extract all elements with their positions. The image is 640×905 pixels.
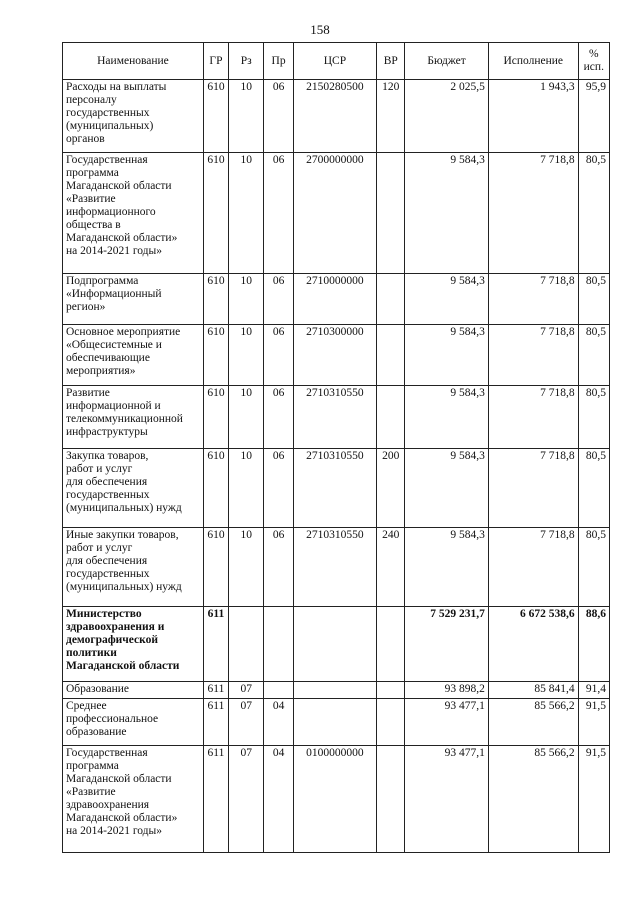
cell-gr: 610 [203,325,228,386]
table-row [63,607,610,682]
cell-gr: 611 [203,699,228,746]
header-execution: Исполнение [488,43,578,80]
cell-gr: 610 [203,274,228,325]
cell-pr [264,682,293,699]
cell-percent: 91,4 [578,682,609,699]
cell-name: Государственная программа Магаданской области «Развитие информационного общества в Магаданской области» на 2014-2021 годы» [63,153,204,274]
cell-vr [377,746,405,853]
cell-name: Среднее профессиональное образование [63,699,204,746]
cell-budget: 93 477,1 [405,746,489,853]
cell-csr [293,682,377,699]
cell-budget: 93 898,2 [405,682,489,699]
table-row [63,699,610,746]
budget-table [62,42,610,853]
cell-name: Министерство здравоохранения и демографической политики Магаданской области [63,607,204,682]
cell-gr: 610 [203,528,228,607]
cell-pr: 04 [264,699,293,746]
table-row [63,682,610,699]
cell-vr: 200 [377,449,405,528]
cell-rz: 10 [228,449,263,528]
header-name: Наименование [63,43,204,80]
cell-name: Развитие информационной и телекоммуникационной инфраструктуры [63,386,204,449]
cell-rz: 10 [228,386,263,449]
cell-csr [293,607,377,682]
cell-csr: 0100000000 [293,746,377,853]
cell-budget: 9 584,3 [405,386,489,449]
table-row [63,153,610,274]
header-pr: Пр [264,43,293,80]
table-row [63,449,610,528]
cell-percent: 95,9 [578,80,609,153]
cell-pr: 04 [264,746,293,853]
table-row [63,80,610,153]
header-rz: Рз [228,43,263,80]
header-budget: Бюджет [405,43,489,80]
cell-budget: 9 584,3 [405,274,489,325]
cell-gr: 611 [203,746,228,853]
cell-execution: 6 672 538,6 [488,607,578,682]
cell-gr: 611 [203,682,228,699]
cell-vr [377,274,405,325]
cell-percent: 80,5 [578,153,609,274]
cell-pr [264,607,293,682]
cell-name: Расходы на выплаты персоналу государственных (муниципальных) органов [63,80,204,153]
cell-execution: 7 718,8 [488,325,578,386]
cell-csr: 2710310550 [293,528,377,607]
cell-gr: 610 [203,449,228,528]
cell-execution: 7 718,8 [488,153,578,274]
cell-budget: 9 584,3 [405,449,489,528]
cell-name: Подпрограмма «Информационный регион» [63,274,204,325]
cell-rz: 10 [228,528,263,607]
cell-name: Государственная программа Магаданской области «Развитие здравоохранения Магаданской области» на 2014-2021 годы» [63,746,204,853]
cell-vr: 120 [377,80,405,153]
cell-rz: 07 [228,746,263,853]
cell-csr: 2700000000 [293,153,377,274]
cell-csr: 2150280500 [293,80,377,153]
cell-percent: 80,5 [578,528,609,607]
table-row [63,274,610,325]
cell-rz: 10 [228,153,263,274]
cell-percent: 88,6 [578,607,609,682]
cell-vr [377,386,405,449]
cell-name: Закупка товаров, работ и услуг для обеспечения государственных (муниципальных) нужд [63,449,204,528]
table-header-row [63,43,610,80]
cell-vr [377,682,405,699]
cell-budget: 9 584,3 [405,325,489,386]
table-row [63,386,610,449]
page-number: 158 [310,22,330,37]
cell-budget: 9 584,3 [405,153,489,274]
cell-pr: 06 [264,325,293,386]
cell-budget: 7 529 231,7 [405,607,489,682]
cell-percent: 80,5 [578,274,609,325]
cell-execution: 1 943,3 [488,80,578,153]
cell-csr: 2710310550 [293,449,377,528]
cell-name: Основное мероприятие «Общесистемные и обеспечивающие мероприятия» [63,325,204,386]
cell-percent: 91,5 [578,699,609,746]
header-percent: % исп. [578,43,609,80]
header-csr: ЦСР [293,43,377,80]
cell-vr [377,325,405,386]
cell-percent: 80,5 [578,449,609,528]
cell-csr [293,699,377,746]
cell-rz: 07 [228,682,263,699]
cell-execution: 85 566,2 [488,699,578,746]
cell-percent: 91,5 [578,746,609,853]
cell-vr [377,153,405,274]
cell-csr: 2710000000 [293,274,377,325]
cell-budget: 2 025,5 [405,80,489,153]
cell-gr: 611 [203,607,228,682]
cell-execution: 7 718,8 [488,449,578,528]
cell-percent: 80,5 [578,386,609,449]
cell-budget: 9 584,3 [405,528,489,607]
table-row [63,528,610,607]
cell-rz: 07 [228,699,263,746]
cell-name: Образование [63,682,204,699]
cell-budget: 93 477,1 [405,699,489,746]
cell-name: Иные закупки товаров, работ и услуг для обеспечения государственных (муниципальных) нужд [63,528,204,607]
cell-csr: 2710310550 [293,386,377,449]
cell-rz: 10 [228,80,263,153]
cell-gr: 610 [203,386,228,449]
cell-rz: 10 [228,325,263,386]
cell-execution: 7 718,8 [488,386,578,449]
cell-pr: 06 [264,386,293,449]
cell-vr [377,699,405,746]
table-body [63,80,610,853]
cell-execution: 7 718,8 [488,528,578,607]
cell-pr: 06 [264,274,293,325]
table-row [63,325,610,386]
header-gr: ГР [203,43,228,80]
cell-execution: 7 718,8 [488,274,578,325]
header-vr: ВР [377,43,405,80]
table-row [63,746,610,853]
cell-csr: 2710300000 [293,325,377,386]
cell-gr: 610 [203,80,228,153]
cell-pr: 06 [264,528,293,607]
cell-percent: 80,5 [578,325,609,386]
cell-execution: 85 566,2 [488,746,578,853]
cell-execution: 85 841,4 [488,682,578,699]
cell-vr [377,607,405,682]
cell-gr: 610 [203,153,228,274]
cell-pr: 06 [264,449,293,528]
cell-vr: 240 [377,528,405,607]
cell-rz: 10 [228,274,263,325]
cell-pr: 06 [264,80,293,153]
cell-rz [228,607,263,682]
cell-pr: 06 [264,153,293,274]
